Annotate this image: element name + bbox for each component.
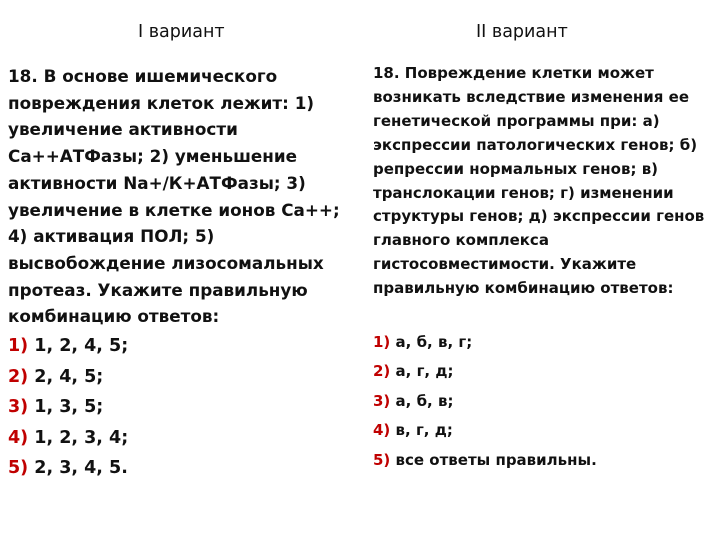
variant-1-answer-list — [8, 331, 128, 484]
answer-number: 2) — [8, 366, 29, 387]
answer-number: 5) — [373, 450, 391, 469]
variant-2-answer — [373, 328, 597, 357]
variant-1-heading: I вариант — [138, 22, 225, 42]
variant-1-question: 18. В основе ишемического повреждения клеток лежит: 1) увеличение активности Са++АТФазы; 2) уменьшение активности Na+/К+АТФазы; 3) увеличение в клетке ионов Са++; 4) активация ПОЛ; 5) высвобождение лизосомальных протеаз. Укажите правильную комбинацию ответов: — [8, 66, 340, 327]
answer-text: 1, 2, 4, 5; — [34, 336, 129, 356]
variant-1-answer — [8, 392, 128, 423]
answer-text: а, б, в; — [395, 391, 454, 410]
variant-2-answer — [373, 416, 597, 445]
answer-number: 4) — [373, 421, 391, 440]
variant-2-heading: II вариант — [476, 22, 568, 42]
variant-1-answer — [8, 423, 128, 454]
answer-text: 1, 3, 5; — [34, 397, 104, 418]
answer-text: 2, 3, 4, 5. — [34, 458, 128, 479]
variant-1-answer — [8, 331, 128, 362]
variant-2-answer — [373, 357, 597, 386]
answer-number: 1) — [8, 336, 29, 356]
answer-number: 2) — [373, 362, 391, 381]
answer-number: 4) — [8, 427, 29, 448]
variant-2-answer — [373, 446, 597, 475]
answer-text: все ответы правильны. — [395, 450, 597, 469]
variant-1-answer — [8, 453, 128, 484]
answer-number: 5) — [8, 458, 29, 479]
variant-1-answer — [8, 362, 128, 393]
answer-text: 1, 2, 3, 4; — [34, 427, 129, 448]
answer-text: а, б, в, г; — [395, 333, 473, 351]
variant-2-answer — [373, 387, 597, 416]
answer-number: 3) — [373, 391, 391, 410]
variant-2-question: 18. Повреждение клетки может возникать вследствие изменения ее генетической программы при: а) экспрессии патологических генов; б) репрессии нормальных генов; в) транслокации генов; г) изменении структуры генов; д) экспрессии генов главного комплекса гистосовместимости. Укажите правильную комбинацию ответов: — [373, 64, 705, 298]
answer-text: а, г, д; — [395, 362, 454, 381]
answer-number: 1) — [373, 333, 391, 351]
answer-number: 3) — [8, 397, 29, 418]
answer-text: 2, 4, 5; — [34, 366, 104, 387]
variant-2-answer-list — [373, 328, 597, 475]
answer-text: в, г, д; — [395, 421, 453, 440]
